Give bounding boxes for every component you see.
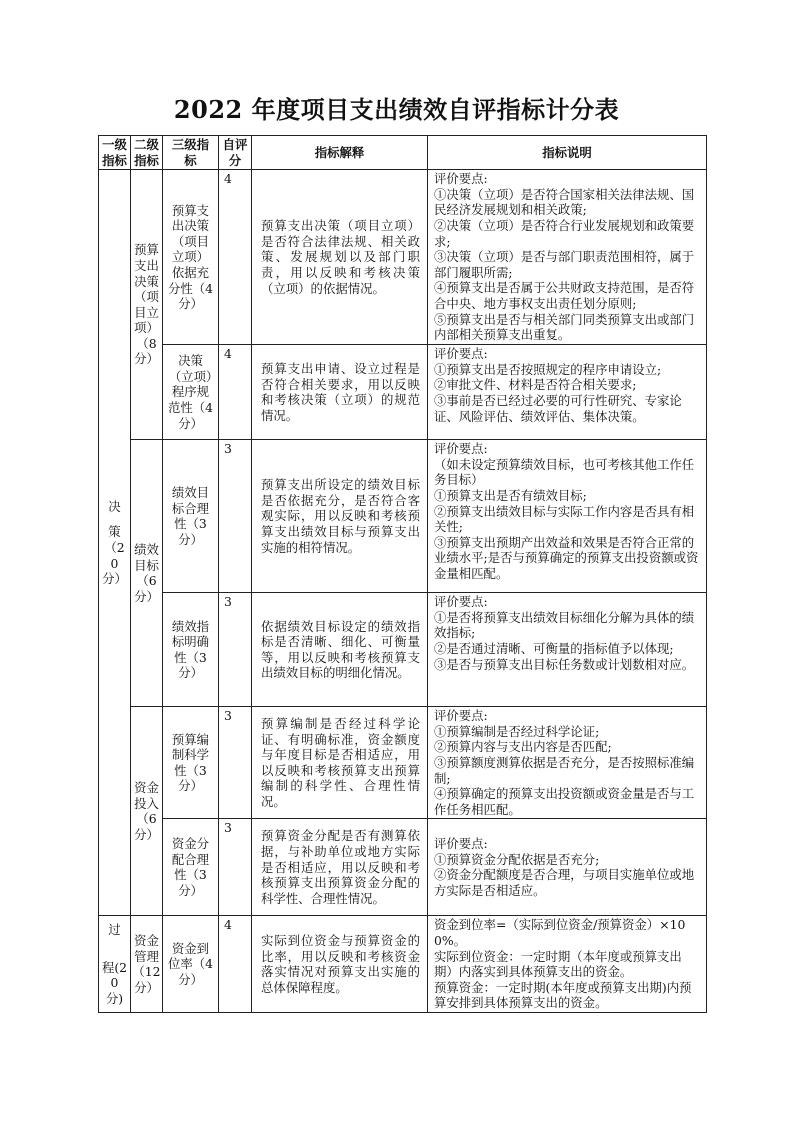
level1-process-bottom: 程(20 分): [101, 959, 128, 1006]
description-cell: [428, 593, 707, 707]
description-line: ②预算支出绩效目标与实际工作内容是否具有相关性;: [434, 503, 695, 535]
explanation-cell: 预算支出申请、设立过程是否符合相关要求，用以反映和考核决策（立项）的规范情况。: [252, 345, 428, 440]
header-score: 自评分: [219, 136, 252, 170]
description-line: ③决策（立项）是否与部门职责范围相符，属于部门履职所需;: [434, 249, 695, 280]
level3-cell: 绩效目标合理性（3 分）: [163, 440, 219, 593]
description-line: 评价要点:: [434, 441, 488, 457]
explanation-cell: 预算支出决策（项目立项）是否符合法律法规、相关政策、发展规划以及部门职责，用以反映和考核决策（立项）的依据情况。: [252, 170, 428, 345]
header-level1: 一级指标: [99, 136, 131, 170]
description-line: 预算资金：一定时期(本年度或预算支出期)内预算安排到具体预算支出的资金。: [434, 979, 692, 1011]
level3-cell: 资金到位率（4 分）: [163, 916, 219, 1013]
level1-decision-top: 决: [108, 498, 121, 514]
description-line: ①预算资金分配依据是否充分;: [434, 851, 600, 867]
description-line: （如未设定预算绩效目标，也可考核其他工作任务目标）: [434, 456, 695, 488]
level1-decision-bottom: 策（20 分）: [102, 524, 127, 587]
level1-process-top: 过: [108, 921, 121, 937]
table-row: [99, 916, 707, 1013]
description-cell: [428, 819, 707, 916]
description-line: ②决策（立项）是否符合行业发展规划和政策要求;: [434, 217, 695, 249]
level2-cell: 资金投入（6 分）: [131, 707, 163, 916]
level2-cell: 绩效目标（6 分）: [131, 440, 163, 707]
description-line: ③是否与预算支出目标任务数或计划数相对应。: [434, 656, 695, 672]
explanation-cell: 预算编制是否经过科学论证、有明确标准，资金额度与年度目标是否相适应，用以反映和考核预算支出预算编制的科学性、合理性情况。: [252, 707, 428, 819]
explanation-cell: 依据绩效目标设定的绩效指标是否清晰、细化、可衡量等，用以反映和考核预算支出绩效目标的明细化情况。: [252, 593, 428, 707]
description-line: ①预算编制是否经过科学论证;: [434, 723, 600, 739]
score-cell: 4: [219, 170, 252, 345]
explanation-cell: 实际到位资金与预算资金的比率，用以反映和考核资金落实情况对预算支出实施的总体保障程度。: [252, 916, 428, 1013]
level1-process-cell: [99, 916, 131, 1013]
explanation-cell: 预算支出所设定的绩效目标是否依据充分，是否符合客观实际，用以反映和考核预算支出绩效目标与预算支出实施的相符情况。: [252, 440, 428, 593]
score-cell: 4: [219, 345, 252, 440]
table-header-row: [99, 136, 707, 170]
level3-cell: 预算编制科学性（3 分）: [163, 707, 219, 819]
score-cell: 4: [219, 916, 252, 1013]
level2-cell: 预算支出决策（项目立项）（8 分）: [131, 170, 163, 440]
score-cell: 3: [219, 819, 252, 916]
description-line: ③预算支出预期产出效益和效果是否符合正常的业绩水平;是否与预算确定的预算支出投资额或资金量相匹配。: [434, 534, 699, 581]
header-explanation: 指标解释: [252, 136, 428, 170]
description-line: 评价要点:: [434, 836, 488, 852]
level3-cell: 预算支出决策（项目立项）依据充分性（4 分）: [163, 170, 219, 345]
description-line: ①预算支出是否按照规定的程序申请设立;: [434, 361, 662, 377]
description-line: 资金到位率=（实际到位资金/预算资金）×100%。: [434, 917, 686, 948]
description-line: ③事前是否已经过必要的可行性研究、专家论证、风险评估、绩效评估、集体决策。: [434, 392, 682, 424]
level2-cell: 资金管理（12 分）: [131, 916, 163, 1013]
description-line: 评价要点:: [434, 346, 488, 362]
page-title: 2022 年度项目支出绩效自评指标计分表: [173, 95, 620, 124]
description-line: ③预算额度测算依据是否充分，是否按照标准编制;: [434, 754, 695, 786]
description-line: ⑤预算支出是否与相关部门同类预算支出或部门内部相关预算支出重复。: [434, 311, 695, 343]
level3-cell: 决策（立项）程序规范性（4 分）: [163, 345, 219, 440]
score-cell: 3: [219, 707, 252, 819]
description-line: ②审批文件、材料是否符合相关要求;: [434, 377, 637, 393]
description-line: ②预算内容与支出内容是否匹配;: [434, 739, 612, 755]
explanation-cell: 预算资金分配是否有测算依据，与补助单位或地方实际是否相适应，用以反映和考核预算支出预算资金分配的科学性、合理性情况。: [252, 819, 428, 916]
header-description: 指标说明: [428, 136, 707, 170]
indicator-table: [98, 135, 707, 1013]
description-cell: [428, 916, 707, 1013]
table-row: [99, 707, 707, 819]
table-row: [99, 440, 707, 593]
description-line: ①是否将预算支出绩效目标细化分解为具体的绩效指标;: [434, 609, 695, 641]
description-line: 实际到位资金：一定时期（本年度或预算支出期）内落实到具体预算支出的资金。: [434, 948, 682, 980]
description-cell: [428, 345, 707, 440]
level3-cell: 资金分配合理性（3 分）: [163, 819, 219, 916]
description-line: ④预算支出是否属于公共财政支持范围，是否符合中央、地方事权支出责任划分原则;: [434, 280, 695, 311]
description-line: ①决策（立项）是否符合国家相关法律法规、国民经济发展规划和相关政策;: [434, 186, 695, 218]
table-row: [99, 345, 707, 440]
table-row: [99, 170, 707, 345]
level1-decision-cell: [99, 170, 131, 916]
description-line: 评价要点:: [434, 171, 488, 187]
description-line: 评价要点:: [434, 708, 488, 724]
description-cell: [428, 440, 707, 593]
description-line: ②是否通过清晰、可衡量的指标值予以体现;: [434, 640, 674, 656]
description-line: 评价要点:: [434, 594, 488, 610]
description-cell: [428, 170, 707, 345]
description-line: ①预算支出是否有绩效目标;: [434, 487, 587, 503]
score-cell: 3: [219, 440, 252, 593]
description-cell: [428, 707, 707, 819]
table-row: [99, 819, 707, 916]
description-line: ④预算确定的预算支出投资额或资金量是否与工作任务相匹配。: [434, 786, 695, 817]
header-level3: 三级指标: [163, 136, 219, 170]
header-level2: 二级指标: [131, 136, 163, 170]
level3-cell: 绩效指标明确性（3 分）: [163, 593, 219, 707]
table-row: [99, 593, 707, 707]
score-cell: 3: [219, 593, 252, 707]
description-line: ②资金分配额度是否合理，与项目实施单位或地方实际是否相适应。: [434, 867, 695, 898]
